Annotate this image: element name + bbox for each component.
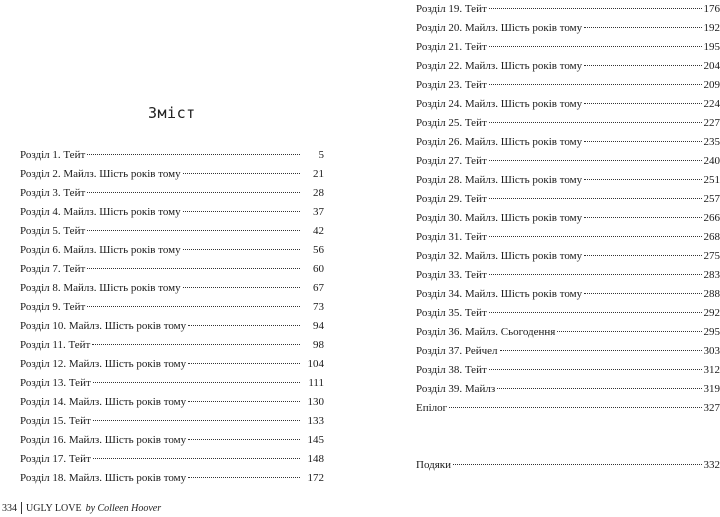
toc-entry-label: Розділ 19. Тейт	[416, 3, 487, 15]
toc-entry	[416, 323, 720, 342]
toc-leader-dots	[489, 369, 702, 370]
toc-entry-label: Розділ 23. Тейт	[416, 79, 487, 91]
footer-byline: by Colleen Hoover	[85, 502, 162, 514]
toc-leader-dots	[489, 198, 702, 199]
toc-leader-dots	[183, 173, 300, 174]
toc-leader-dots	[489, 312, 702, 313]
toc-leader-dots	[183, 249, 300, 250]
toc-entry	[416, 285, 720, 304]
toc-entry-label: Розділ 16. Майлз. Шість років тому	[20, 434, 187, 446]
toc-leader-dots	[188, 439, 300, 440]
toc-entry-label: Розділ 5. Тейт	[20, 225, 86, 237]
toc-entry-page: 73	[313, 301, 324, 313]
toc-entry-label: Розділ 7. Тейт	[20, 263, 86, 275]
toc-entry-page: 192	[703, 22, 720, 34]
toc-leader-dots	[449, 407, 701, 408]
toc-entry-label: Розділ 3. Тейт	[20, 187, 86, 199]
toc-entry	[416, 19, 720, 38]
toc-entry	[20, 431, 324, 450]
toc-entry	[416, 114, 720, 133]
toc-entry-label: Розділ 13. Тейт	[20, 377, 91, 389]
toc-entry	[20, 393, 324, 412]
toc-leader-dots	[489, 160, 702, 161]
toc-leader-dots	[188, 477, 300, 478]
page-footer	[2, 502, 161, 514]
toc-entry-page: 292	[703, 307, 720, 319]
toc-entry-page: 209	[703, 79, 720, 91]
toc-entry-label: Розділ 25. Тейт	[416, 117, 487, 129]
toc-entry-page: 172	[307, 472, 324, 484]
toc-entry-label: Розділ 1. Тейт	[20, 149, 86, 161]
toc-entry-label: Розділ 33. Тейт	[416, 269, 487, 281]
footer-separator	[21, 502, 22, 514]
toc-entry	[20, 336, 324, 355]
toc-list-right	[416, 0, 720, 475]
toc-entry-label: Розділ 12. Майлз. Шість років тому	[20, 358, 187, 370]
toc-entry-page: 268	[703, 231, 720, 243]
toc-leader-dots	[584, 65, 701, 66]
toc-entry	[20, 279, 324, 298]
toc-leader-dots	[93, 420, 300, 421]
toc-entry-label: Розділ 37. Рейчел	[416, 345, 498, 357]
toc-entry-label: Розділ 10. Майлз. Шість років тому	[20, 320, 187, 332]
toc-entry-page: 28	[313, 187, 324, 199]
toc-leader-dots	[92, 344, 300, 345]
footer-page-number: 334	[2, 502, 17, 514]
toc-leader-dots	[497, 388, 701, 389]
toc-entry	[20, 317, 324, 336]
toc-entry	[416, 342, 720, 361]
toc-leader-dots	[584, 103, 701, 104]
toc-entry-label: Розділ 17. Тейт	[20, 453, 91, 465]
toc-leader-dots	[87, 230, 300, 231]
toc-entry-page: 133	[307, 415, 324, 427]
toc-leader-dots	[489, 84, 702, 85]
toc-entry-label: Розділ 9. Тейт	[20, 301, 86, 313]
toc-leader-dots	[87, 192, 300, 193]
toc-entry-label: Розділ 30. Майлз. Шість років тому	[416, 212, 583, 224]
toc-entry-page: 332	[703, 459, 720, 471]
toc-entry-page: 257	[703, 193, 720, 205]
toc-entry	[416, 171, 720, 190]
toc-entry	[416, 95, 720, 114]
toc-entry-label: Розділ 2. Майлз. Шість років тому	[20, 168, 181, 180]
toc-entry-page: 295	[703, 326, 720, 338]
toc-entry-page: 5	[318, 149, 324, 161]
toc-leader-dots	[87, 306, 300, 307]
toc-entry-page: 224	[703, 98, 720, 110]
toc-entry-page: 235	[703, 136, 720, 148]
toc-leader-dots	[584, 217, 701, 218]
toc-entry-label: Розділ 8. Майлз. Шість років тому	[20, 282, 181, 294]
toc-entry-page: 204	[703, 60, 720, 72]
toc-entry-page: 251	[703, 174, 720, 186]
toc-leader-dots	[584, 179, 701, 180]
toc-list-left	[20, 146, 324, 488]
toc-entry-page: 145	[307, 434, 324, 446]
toc-entry-page: 21	[313, 168, 324, 180]
toc-leader-dots	[93, 382, 300, 383]
toc-entry	[416, 190, 720, 209]
toc-entry-page: 240	[703, 155, 720, 167]
toc-entry	[20, 184, 324, 203]
toc-entry	[20, 298, 324, 317]
toc-entry	[416, 76, 720, 95]
toc-entry-page: 266	[703, 212, 720, 224]
toc-leader-dots	[500, 350, 702, 351]
toc-entry-page: 148	[307, 453, 324, 465]
toc-title: Зміст	[148, 104, 196, 122]
toc-entry-page: 42	[313, 225, 324, 237]
toc-entry-page: 195	[703, 41, 720, 53]
toc-entry-label: Розділ 6. Майлз. Шість років тому	[20, 244, 181, 256]
toc-entry-page: 111	[308, 377, 324, 389]
toc-entry-label: Розділ 18. Майлз. Шість років тому	[20, 472, 187, 484]
toc-entry-page: 37	[313, 206, 324, 218]
toc-entry-page: 312	[703, 364, 720, 376]
toc-entry-page: 67	[313, 282, 324, 294]
toc-entry	[416, 57, 720, 76]
toc-entry	[20, 469, 324, 488]
toc-entry-label: Розділ 27. Тейт	[416, 155, 487, 167]
toc-entry-label: Подяки	[416, 459, 452, 471]
toc-leader-dots	[489, 8, 702, 9]
toc-leader-dots	[188, 325, 300, 326]
toc-leader-dots	[93, 458, 300, 459]
toc-entry	[20, 222, 324, 241]
toc-entry-label: Розділ 26. Майлз. Шість років тому	[416, 136, 583, 148]
toc-spacer	[416, 418, 720, 456]
toc-entry	[416, 380, 720, 399]
toc-leader-dots	[584, 255, 701, 256]
toc-leader-dots	[584, 141, 701, 142]
toc-entry-page: 94	[313, 320, 324, 332]
toc-leader-dots	[183, 287, 300, 288]
toc-entry	[416, 456, 720, 475]
toc-entry-label: Розділ 31. Тейт	[416, 231, 487, 243]
toc-entry	[416, 399, 720, 418]
toc-entry-label: Розділ 4. Майлз. Шість років тому	[20, 206, 181, 218]
toc-entry-page: 60	[313, 263, 324, 275]
toc-entry	[416, 38, 720, 57]
toc-entry	[416, 228, 720, 247]
toc-entry	[20, 203, 324, 222]
toc-entry-page: 98	[313, 339, 324, 351]
toc-leader-dots	[584, 293, 701, 294]
toc-entry	[20, 260, 324, 279]
toc-entry-page: 327	[703, 402, 720, 414]
toc-entry	[416, 133, 720, 152]
footer-book-title: UGLY LOVE	[26, 502, 82, 514]
toc-entry-page: 227	[703, 117, 720, 129]
toc-leader-dots	[183, 211, 300, 212]
toc-entry-label: Розділ 38. Тейт	[416, 364, 487, 376]
toc-entry-label: Розділ 22. Майлз. Шість років тому	[416, 60, 583, 72]
toc-leader-dots	[489, 122, 702, 123]
toc-entry	[416, 304, 720, 323]
toc-entry-label: Розділ 36. Майлз. Сьогодення	[416, 326, 556, 338]
toc-entry-label: Розділ 34. Майлз. Шість років тому	[416, 288, 583, 300]
right-page	[360, 0, 720, 517]
toc-entry	[416, 0, 720, 19]
toc-entry-page: 104	[307, 358, 324, 370]
toc-entry	[20, 355, 324, 374]
toc-entry-label: Розділ 24. Майлз. Шість років тому	[416, 98, 583, 110]
toc-entry	[20, 146, 324, 165]
toc-entry-label: Розділ 29. Тейт	[416, 193, 487, 205]
toc-entry-label: Розділ 20. Майлз. Шість років тому	[416, 22, 583, 34]
toc-entry	[20, 450, 324, 469]
toc-entry	[416, 266, 720, 285]
toc-entry	[20, 165, 324, 184]
toc-leader-dots	[489, 236, 702, 237]
toc-entry-page: 319	[703, 383, 720, 395]
toc-entry-label: Розділ 14. Майлз. Шість років тому	[20, 396, 187, 408]
toc-leader-dots	[489, 274, 702, 275]
toc-entry-page: 275	[703, 250, 720, 262]
toc-entry-page: 288	[703, 288, 720, 300]
toc-leader-dots	[87, 268, 300, 269]
toc-entry-label: Розділ 11. Тейт	[20, 339, 91, 351]
toc-entry	[416, 209, 720, 228]
toc-entry	[416, 152, 720, 171]
toc-entry-page: 130	[307, 396, 324, 408]
toc-leader-dots	[557, 331, 701, 332]
toc-entry-page: 283	[703, 269, 720, 281]
toc-entry-label: Розділ 35. Тейт	[416, 307, 487, 319]
toc-leader-dots	[188, 401, 300, 402]
toc-entry-label: Розділ 32. Майлз. Шість років тому	[416, 250, 583, 262]
toc-entry	[20, 412, 324, 431]
toc-entry	[20, 374, 324, 393]
toc-entry	[416, 361, 720, 380]
toc-leader-dots	[453, 464, 701, 465]
toc-entry	[416, 247, 720, 266]
toc-leader-dots	[87, 154, 300, 155]
toc-entry-label: Розділ 15. Тейт	[20, 415, 91, 427]
toc-leader-dots	[584, 27, 701, 28]
toc-entry	[20, 241, 324, 260]
toc-entry-label: Розділ 28. Майлз. Шість років тому	[416, 174, 583, 186]
toc-entry-label: Розділ 39. Майлз	[416, 383, 496, 395]
toc-entry-label: Розділ 21. Тейт	[416, 41, 487, 53]
toc-entry-label: Епілог	[416, 402, 448, 414]
toc-entry-page: 303	[703, 345, 720, 357]
toc-entry-page: 56	[313, 244, 324, 256]
toc-leader-dots	[188, 363, 300, 364]
toc-entry-page: 176	[703, 3, 720, 15]
toc-leader-dots	[489, 46, 702, 47]
